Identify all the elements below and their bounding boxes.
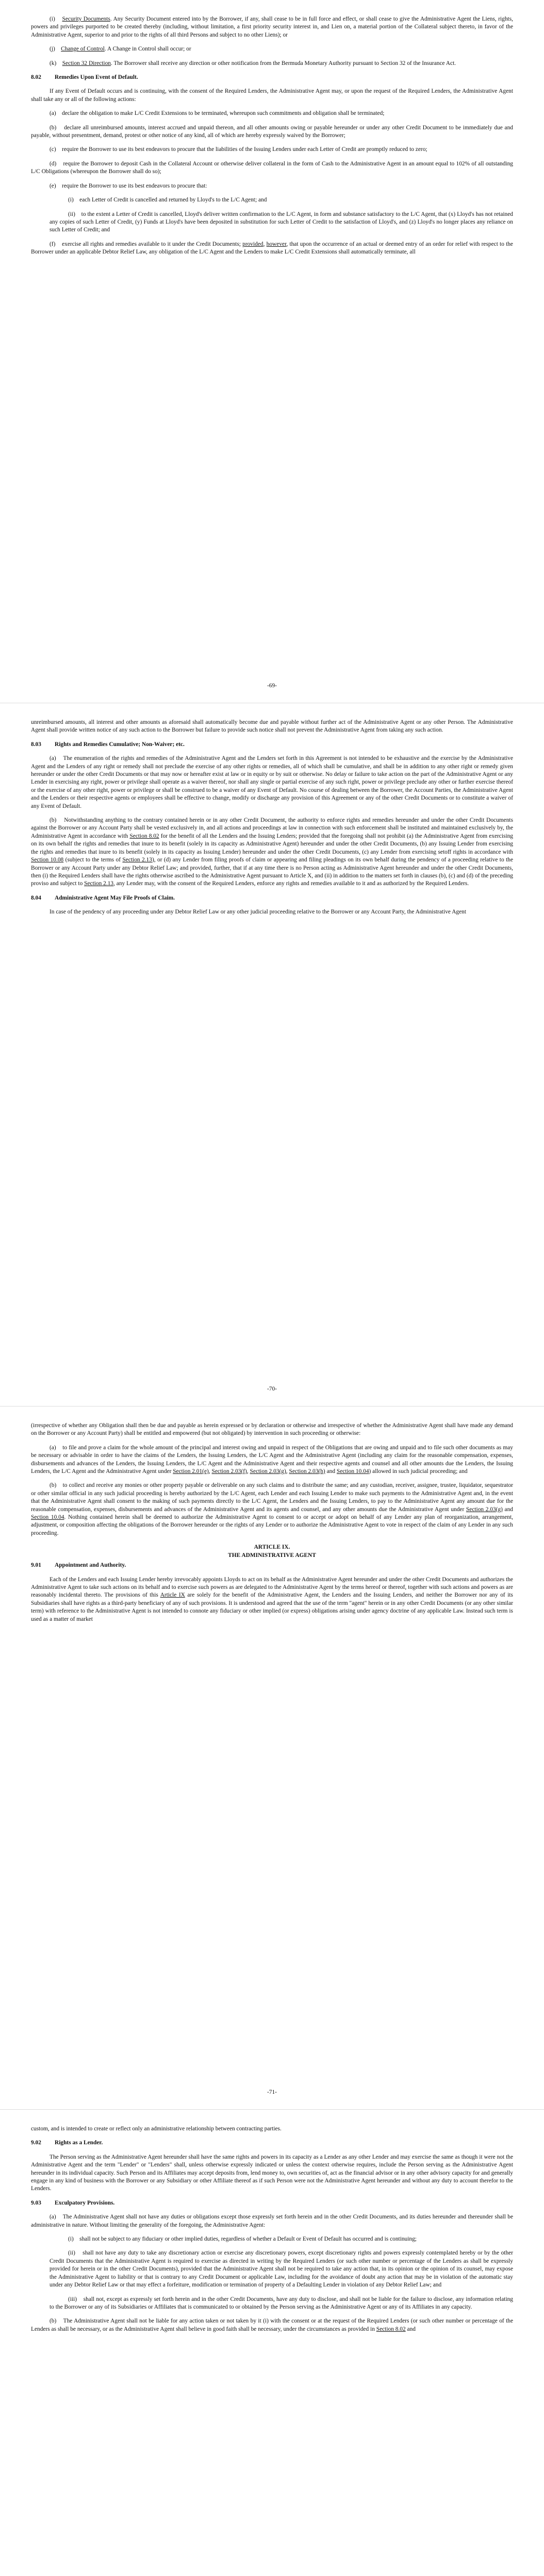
text-run: (k) (50, 60, 57, 66)
text-run: (e) (50, 182, 56, 189)
paragraph (50, 196, 513, 204)
text-run (56, 161, 63, 167)
text-run: for the benefit of all the Lenders and the Issuing Lenders; provided that the foregoing shall not prohibit (a) the Administrative Agent from exercising on its own behalf the rights and remedies that inure to its benefit (solely in its capacity as Administrative Agent) hereunder and under the other Credit Documents, (b) any Issuing Lender from exercising the rights and remedies that inure to its benefit (solely in its capacity as Issuing Lender) hereunder and under the other Credit Documents, (c) any Lender from exercising setoff rights in accordance with (31, 833, 514, 855)
text-run: to collect and receive any monies or other property payable or deliverable on any such claims and to distribute the same; and any custodian, receiver, assignee, trustee, liquidator, sequestrator or other similar official in any such judicial proceeding is hereby authorized by the L/C Agent, each Lender and each Issuing Lender to make such payments to the Administrative Agent and, in the event that the Administrative Agent shall consent to the making of such payments directly to the L/C Agent, the Lenders and the Issuing Lenders, to pay to the Administrative Agent any amount due for the reasonable compensation, expenses, disbursements and advances of the Administrative Agent and its agents and counsel, and any other amounts due the Administrative Agent under (31, 1482, 513, 1513)
section-number: 9.02 (31, 2140, 41, 2146)
section-title: Rights as a Lender. (55, 2140, 103, 2146)
page-content (31, 15, 513, 263)
text-run (75, 211, 81, 217)
section-title: Administrative Agent May File Proofs of Claim. (55, 894, 175, 901)
paragraph (31, 755, 513, 810)
paragraph (50, 2249, 513, 2289)
text-run: and (325, 1468, 337, 1475)
section-number: 8.02 (31, 74, 41, 81)
text-run: exercise all rights and remedies available to it under the Credit Documents; (62, 241, 243, 247)
text-run: . Any Security Document entered into by the Borrower, if any, shall cease to be in full force and effect, or shall cease to give the Administrative Agent the Liens, rights, powers and privileges purported to be created thereby (including, without limitation, a first priority security interest in, and Lien on, a material portion of the Collateral subject thereto, in favor of the Administrative Agent, superior to and prior to the rights of all third Persons and subject to no other Liens); or (31, 16, 513, 38)
text-run: (i) (68, 2236, 74, 2243)
paragraph (31, 88, 513, 104)
text-run (55, 46, 61, 52)
cross-reference: Section 8.02 (129, 833, 159, 839)
text-run: . The Borrower shall receive any direction or other notification from the Bermuda Monetary Authority pursuant to Section 32 of the Insurance Act. (110, 60, 456, 66)
paragraph (50, 211, 513, 234)
cross-reference: Section 2.03(g) (466, 1506, 503, 1513)
paragraph (31, 241, 513, 257)
cross-reference: Section 2.03(f) (211, 1468, 247, 1475)
text-run: declare the obligation to make L/C Credit Extensions to be terminated, whereupon such commitments and obligation shall be terminated; (62, 110, 385, 117)
text-run: (c) (50, 146, 56, 153)
section-heading (31, 894, 513, 902)
text-run (56, 183, 62, 189)
text-run (56, 1482, 62, 1488)
cross-reference: Section 2.13 (84, 880, 114, 887)
text-run: (ii) (68, 2250, 75, 2257)
section-number: 9.03 (31, 2199, 41, 2206)
paragraph (31, 1444, 513, 1476)
text-run: The Person serving as the Administrative Agent hereunder shall have the same rights and powers in its capacity as a Lender as any other Lender and may exercise the same as though it were not the Administrative Agent and the term "Lender" or "Lenders" shall, unless otherwise expressly indicated or unless the context otherwise requires, include the Person serving as the Administrative Agent hereunder in its individual capacity. Such Person and its Affiliates may accept deposits from, lend money to, own securities of, act as the financial advisor or in any other advisory capacity for and generally engage in any kind of business with the Borrower or any Subsidiary or other Affiliate thereof as if such Person were not the Administrative Agent hereunder and without any duty to account therefor to the Lenders. (31, 2154, 513, 2192)
text-run: shall not be subject to any fiduciary or other implied duties, regardless of whether a Default or Event of Default has occurred and is continuing; (79, 2236, 417, 2243)
text-run (56, 110, 62, 116)
text-run: are solely for the benefit of the Administrative Agent, the Lenders and the Issuing Lenders, and neither the Borrower nor any of its Subsidiaries shall have rights as a third-party beneficiary of any of such provisions. It is understood and agreed that the use of the term "agent" herein or in any other Credit Documents (or any other similar term) with reference to the Administrative Agent is not intended to connote any fiduciary or other implied (or express) obligations arising under agency doctrine of any applicable Law. Instead such term is used as a matter of market (31, 1592, 513, 1622)
text-run: (b) (50, 1482, 57, 1489)
text-run: The enumeration of the rights and remedies of the Administrative Agent and the Lenders set forth in this Agreement is not intended to be exhaustive and the exercise by the Administrative Agent and the Lenders of any right or remedy shall not preclude the exercise of any other rights or remedies, all of which shall be cumulative, and shall be in addition to any other right or remedy given hereunder or under the other Credit Documents or that may now or hereafter exist at law or in equity or by suit or otherwise. No delay or failure to take action on the part of the Administrative Agent or any Lender in exercising any right, power or privilege shall operate as a waiver thereof, nor shall any single or partial exercise of any such right, power or privilege preclude any other or further exercise thereof or the exercise of any other right, power or privilege or shall be construed to be a waiver of any Event of Default. No course of dealing between the Borrower, the Account Parties, the Administrative Agent and the Lenders or their respective agents or employees shall be effective to change, modify or discharge any provision of this Agreement or any of the other Credit Documents or to constitute a waiver of any Event of Default. (31, 755, 514, 809)
text-run (77, 2296, 84, 2302)
text-run: (ii) (68, 211, 75, 217)
text-run (74, 197, 79, 203)
text-run: require the Borrower to deposit Cash in the Collateral Account or otherwise deliver collateral in the form of Cash to the Administrative Agent in an amount equal to 102% of all outstanding L/C Obligations (whereupon the Borrower shall do so); (31, 160, 514, 175)
paragraph (31, 1422, 513, 1438)
text-run: and (405, 2326, 416, 2332)
text-run: (irrespective of whether any Obligation shall then be due and payable as herein expressed or by declaration or otherwise and irrespective of whether the Administrative Agent shall have made any demand on the Borrower or any Account Party) shall be entitled and empowered (but not obligated) by intervention in such proceeding or otherwise: (31, 1422, 513, 1437)
section-heading (31, 741, 513, 749)
cross-reference: provided (242, 241, 263, 247)
text-run: (i) (68, 197, 74, 204)
cross-reference: Article IX (160, 1592, 185, 1599)
section-number: 9.01 (31, 1562, 41, 1569)
text-run: , that upon the occurrence of an actual or deemed entry of an order for relief with respect to the Borrower under an applicable Debtor Relief Law, any obligation of the L/C Agent and the Lenders to make L/C Credit Extensions shall automatically terminate, all (31, 241, 513, 256)
paragraph (31, 146, 513, 154)
text-run: shall not, except as expressly set forth herein and in the other Credit Documents, have any duty to disclose, and shall not be liable for the failure to disclose, any information relating to the Borrower or any of its Subsidiaries or Affiliates that is communicated to or obtained by the Person serving as the Administrative Agent or any of its Affiliates in any capacity. (50, 2296, 514, 2310)
document-page (0, 2110, 544, 2576)
text-run (55, 16, 62, 22)
text-run: unreimbursed amounts, all interest and other amounts as aforesaid shall automatically become due and payable without further act of the Administrative Agent or any other Person. The Administrative Agent shall provide written notice of any such action to the Borrower but failure to provide such notice shall not prevent the Administrative Agent from taking any such action. (31, 719, 513, 734)
cross-reference: Section 2.03(g) (250, 1468, 286, 1475)
cross-reference: Security Documents (62, 16, 110, 22)
text-run: , (208, 1468, 212, 1475)
text-run (74, 2236, 79, 2242)
text-run: (a) (50, 2214, 56, 2221)
text-run: to file and prove a claim for the whole amount of the principal and interest owing and unpaid in respect of the Obligations that are owing and unpaid and to file such other documents as may be necessary or advisable in order to have the claims of the Lenders, the Issuing Lenders, the L/C Agent and the Administrative Agent (including any claim for the reasonable compensation, expenses, disbursements and advances of the Lenders, the Issuing Lenders, the L/C Agent and the Administrative Agent and their respective agents and counsel and all other amounts due the Lenders, the Issuing Lenders, the L/C Agent and the Administrative Agent under (31, 1444, 513, 1475)
text-run: to the extent a Letter of Credit is cancelled, Lloyd's deliver written confirmation to the L/C Agent, in form and substance satisfactory to the L/C Agent, that (x) Lloyd's has not retained any copies of such Letter of Credit, (y) Funds at Lloyd's have been deposited in substitution for such Letter of Credit to the satisfaction of Lloyd's, and (z) Lloyd's no longer places any reliance on such Letter of Credit; and (50, 211, 514, 233)
page-number: -70- (267, 1386, 277, 1392)
document-page (0, 0, 544, 703)
text-run: (a) (50, 755, 56, 762)
page-content (31, 2125, 513, 2340)
document-page (0, 703, 544, 1406)
paragraph (31, 817, 513, 888)
paragraph (31, 124, 513, 140)
text-run: ) allowed in such judicial proceeding; and (369, 1468, 468, 1475)
page-content (31, 1422, 513, 1630)
paragraph (31, 2213, 513, 2229)
text-run: . A Change in Control shall occur; or (104, 46, 191, 53)
text-run: (a) (50, 1444, 56, 1451)
cross-reference: Section 2.13 (122, 857, 152, 863)
cross-reference: however (266, 241, 287, 247)
text-run (75, 2250, 83, 2256)
section-title: Rights and Remedies Cumulative; Non-Waiver; etc. (55, 741, 185, 748)
text-run: (f) (50, 241, 56, 247)
text-run: (b) (50, 817, 57, 824)
section-title: Remedies Upon Event of Default. (55, 74, 138, 81)
paragraph (31, 719, 513, 735)
cross-reference: Change of Control (61, 46, 105, 53)
section-number: 8.03 (31, 741, 41, 748)
paragraph (31, 1482, 513, 1537)
text-run: and (502, 1506, 514, 1513)
text-run: (j) (50, 46, 55, 53)
paragraph (31, 182, 513, 190)
document-page (0, 1406, 544, 2110)
text-run: (b) (50, 124, 57, 131)
paragraph (31, 15, 513, 39)
text-run: , any Lender may, with the consent of the Required Lenders, enforce any rights and remedies available to it and as authorized by the Required Lenders. (113, 880, 469, 887)
cross-reference: Section 2.03(h) (289, 1468, 325, 1475)
text-run: (b) (50, 2318, 57, 2325)
paragraph (50, 2296, 513, 2312)
text-run: Each of the Lenders and each Issuing Lender hereby irrevocably appoints Lloyds to act on its behalf as the Administrative Agent hereunder and under the other Credit Documents and authorizes the Administrative Agent to take such actions on its behalf and to exercise such powers as are delegated to the Administrative Agent by the terms hereof or thereof, together with such actions and powers as are reasonably incidental thereto. The provisions of this (31, 1576, 513, 1599)
text-run: (i) (50, 16, 55, 22)
text-run (56, 125, 64, 131)
text-run: If any Event of Default occurs and is continuing, with the consent of the Required Lenders, the Administrative Agent may, or upon the request of the Required Lenders, the Administrative Agent shall take any or all of the following actions: (31, 88, 513, 103)
article-heading: THE ADMINISTRATIVE AGENT (228, 1552, 316, 1558)
page-content (31, 719, 513, 923)
paragraph (31, 160, 513, 176)
text-run: custom, and is intended to create or reflect only an administrative relationship between contracting parties. (31, 2126, 282, 2132)
text-run: The Administrative Agent shall not be liable for any action taken or not taken by it (i) with the consent or at the request of the Required Lenders (or such other number or percentage of the Lenders as shall be necessary, or as the Administrative Agent shall believe in good faith shall be necessary, under the circumstances as provided in (31, 2318, 514, 2332)
text-run: , (263, 241, 267, 247)
section-heading (31, 1562, 513, 1569)
text-run (56, 60, 62, 66)
text-run: ), or (d) any Lender from filing proofs of claim or appearing and filing pleadings on its own behalf during the pendency of a proceeding relative to the Borrower or any Account Party under any Debtor Relief Law; and provided, further, that if at any time there is no Person acting as Administrative Agent hereunder and under the other Credit Documents, then (i) the Required Lenders shall have the rights otherwise ascribed to the Administrative Agent pursuant to Article X, and (ii) in addition to the matters set forth in clauses (b), (c) and (d) of the preceding proviso and subject to (31, 857, 514, 887)
text-run: Notwithstanding anything to the contrary contained herein or in any other Credit Document, the authority to enforce rights and remedies hereunder and under the other Credit Documents against the Borrower or any Account Party shall be vested exclusively in, and all actions and proceedings at law in connection with such enforcement shall be instituted and maintained exclusively by, the Administrative Agent in accordance with (31, 817, 514, 839)
text-run: require the Borrower to use its best endeavors to procure that the liabilities of the Issuing Lenders under each Letter of Credit are promptly reduced to zero; (62, 146, 427, 153)
cross-reference: Section 10.04 (31, 1514, 64, 1521)
text-run (56, 1445, 63, 1451)
cross-reference: Section 10.08 (31, 857, 64, 863)
section-heading (31, 2199, 513, 2207)
paragraph (31, 45, 513, 53)
text-run: , (286, 1468, 289, 1475)
text-run: (d) (50, 160, 57, 167)
text-run (56, 2318, 63, 2324)
section-title: Exculpatory Provisions. (55, 2199, 115, 2206)
text-run (56, 817, 64, 823)
text-run: (iii) (68, 2296, 77, 2302)
text-run: (a) (50, 110, 56, 117)
text-run (56, 755, 63, 761)
paragraph (31, 110, 513, 117)
text-run: In case of the pendency of any proceeding under any Debtor Relief Law or any other judicial proceeding relative to the Borrower or any Account Party, the Administrative Agent (50, 909, 467, 916)
section-title: Appointment and Authority. (55, 1562, 126, 1569)
page-number: -69- (267, 683, 277, 689)
text-run: declare all unreimbursed amounts, interest accrued and unpaid thereon, and all other amounts owing or payable hereunder or under any other Credit Document to be immediately due and payable, without presentment, demand, protest or other notice of any kind, all of which are hereby expressly waived by the Borrower; (31, 124, 514, 139)
cross-reference: Section 8.02 (376, 2326, 406, 2332)
paragraph (31, 908, 513, 916)
text-run: shall not have any duty to take any discretionary action or exercise any discretionary powers, except discretionary rights and powers expressly contemplated hereby or by the other Credit Documents that the Administrative Agent is required to exercise as directed in writing by the Required Lenders (or such other number or percentage of the Lenders as shall be expressly provided for herein or in the other Credit Documents), provided that the Administrative Agent shall not be required to take any action that, in its opinion or the opinion of its counsel, may expose the Administrative Agent to liability or that is contrary to any Credit Document or applicable Law, including for the avoidance of doubt any action that may be in violation of the automatic stay under any Debtor Relief Law or that may effect a forfeiture, modification or termination of property of a Defaulting Lender in violation of any Debtor Relief Law; and (50, 2250, 513, 2289)
section-number: 8.04 (31, 894, 41, 901)
text-run: The Administrative Agent shall not have any duties or obligations except those expressly set forth herein and in the other Credit Documents, and its duties hereunder and thereunder shall be administrative in nature. Without limiting the generality of the foregoing, the Administrative Agent: (31, 2214, 513, 2228)
cross-reference: Section 32 Direction (62, 60, 111, 66)
paragraph (50, 2235, 513, 2243)
text-run: (subject to the terms of (63, 857, 123, 863)
text-run (56, 2214, 63, 2220)
paragraph (31, 1576, 513, 1623)
article-heading: ARTICLE IX. (254, 1544, 290, 1551)
paragraph (31, 2154, 513, 2193)
paragraph (31, 60, 513, 67)
page-number: -71- (267, 2089, 277, 2095)
text-run: . Nothing contained herein shall be deemed to authorize the Administrative Agent to consent to or accept or adopt on behalf of any Lender any plan of reorganization, arrangement, adjustment, or composition affecting the obligations of the Borrower hereunder or the rights of any Lender or to authorize the Administrative Agent to vote in respect of the claim of any Lender in any such proceeding. (31, 1514, 513, 1536)
cross-reference: Section 10.04 (336, 1468, 369, 1475)
text-run: , (246, 1468, 250, 1475)
cross-reference: Section 2.01(e) (173, 1468, 209, 1475)
text-run (55, 241, 62, 247)
text-run: require the Borrower to use its best endeavors to procure that: (62, 182, 207, 189)
paragraph (31, 2125, 513, 2133)
section-heading (31, 74, 513, 81)
text-run (56, 146, 62, 152)
text-run: each Letter of Credit is cancelled and returned by Lloyd's to the L/C Agent; and (79, 197, 267, 204)
paragraph (31, 2317, 513, 2333)
section-heading (31, 2139, 513, 2147)
